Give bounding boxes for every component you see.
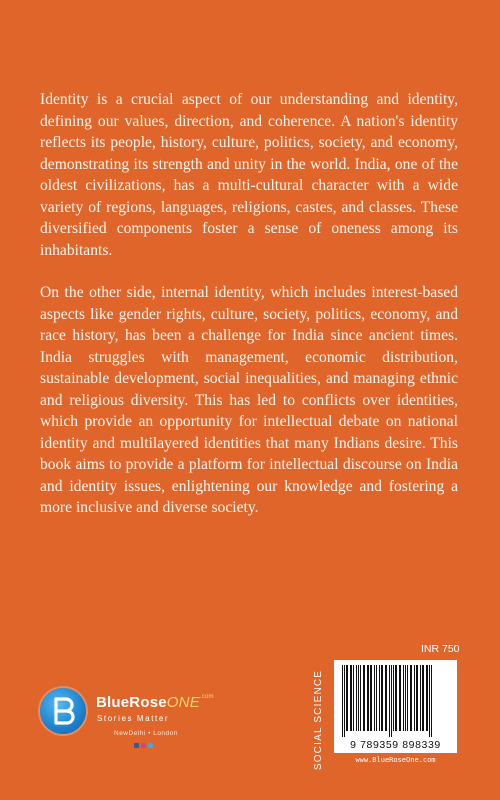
barcode-bar xyxy=(379,665,380,731)
barcode-bar xyxy=(385,665,387,731)
barcode-bar xyxy=(414,665,415,731)
barcode-bar xyxy=(356,665,357,731)
barcode-bar xyxy=(416,665,418,731)
barcode-bar xyxy=(405,665,406,731)
barcode-bar xyxy=(367,665,369,731)
facebook-icon xyxy=(134,743,139,748)
barcode-bar xyxy=(363,665,365,731)
barcode-bar xyxy=(429,665,430,737)
publisher-cities: NewDelhi • London xyxy=(114,730,178,737)
publisher-website: www.BlueRoseOne.com xyxy=(355,756,436,764)
barcode-bar xyxy=(381,665,383,731)
barcode-bar xyxy=(376,665,377,731)
barcode-bar xyxy=(431,665,432,737)
barcode-bar xyxy=(344,665,345,737)
barcode-bar xyxy=(358,665,359,731)
barcode-bar xyxy=(395,665,397,731)
barcode-bar xyxy=(342,665,343,737)
isbn-barcode xyxy=(334,660,457,753)
description-paragraph-1: Identity is a crucial aspect of our understanding and identity, defining our values, direction, and coherence. A nation's identity reflects its people, history, culture, politics, society, and economy, demonstrating its strength and unity in the world. India, one of the oldest civilizations, has a multi-cultural character with a wide variety of regions, languages, religions, castes, and classes. These diversified components foster a sense of oneness among its inhabitants. xyxy=(40,91,458,259)
isbn-number: 9 789359 898339 xyxy=(350,739,441,751)
barcode-bar xyxy=(410,665,412,731)
barcode-bar xyxy=(370,665,372,731)
barcode-bar xyxy=(420,665,421,731)
publisher-tagline: Stories Matter xyxy=(97,714,170,723)
barcode-bar xyxy=(393,665,394,731)
publisher-logo xyxy=(38,686,238,756)
publisher-domain-suffix: .com xyxy=(199,694,214,700)
barcode-bar xyxy=(399,665,401,731)
barcode-bar xyxy=(422,665,424,731)
publisher-name xyxy=(96,694,214,711)
barcode-bar xyxy=(360,665,361,731)
barcode-bar xyxy=(353,665,354,731)
barcode-bar xyxy=(391,665,392,737)
twitter-icon xyxy=(148,743,153,748)
bluerose-b-logo-icon xyxy=(40,688,86,734)
category-label: SOCIAL SCIENCE xyxy=(313,669,324,771)
publisher-name-suffix: ONE xyxy=(166,694,200,711)
barcode-bar xyxy=(403,665,404,731)
barcode-bar xyxy=(346,665,348,731)
barcode-bar xyxy=(407,665,408,731)
barcode-bar xyxy=(426,665,428,731)
barcode-bars xyxy=(340,665,451,737)
barcode-bar xyxy=(350,665,352,731)
barcode-bar xyxy=(389,665,390,737)
description-paragraph-2: On the other side, internal identity, which includes interest-based aspects like gender rights, culture, society, politics, economy, and race history, has been a challenge for India since ancient times. India struggles with management, economic distribution, sustainable development, social inequalities, and managing ethnic and religious diversity. This has led to conflicts over identities, which provide an opportunity for intellectual debate on national identity and multilayered identities that many Indians desire. This book aims to provide a platform for intellectual discourse on India and identity issues, enlightening our knowledge and fostering a more inclusive and diverse society. xyxy=(40,284,458,516)
social-icons xyxy=(134,743,153,748)
publisher-name-main: BlueRose xyxy=(96,694,167,711)
barcode-bar xyxy=(374,665,375,731)
instagram-icon xyxy=(141,743,146,748)
price-label: INR 750 xyxy=(421,643,460,655)
